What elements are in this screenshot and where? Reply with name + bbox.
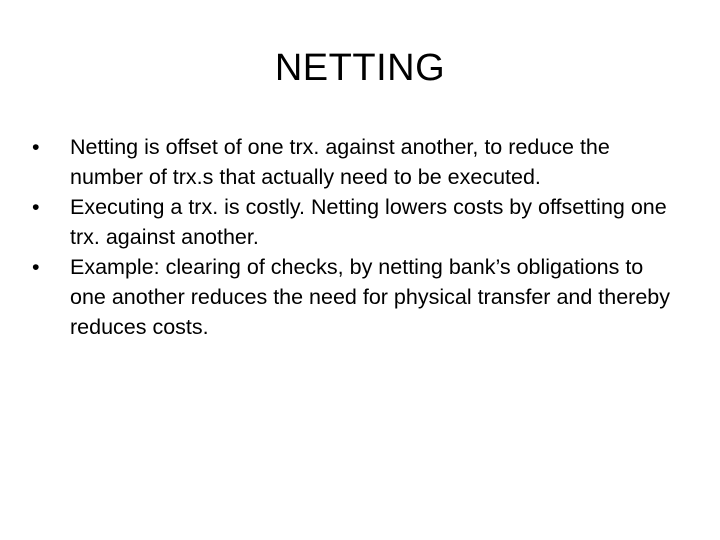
- bullet-icon: •: [32, 195, 40, 219]
- bullet-text: Netting is offset of one trx. against another, to reduce the number of trx.s that actually need to be executed.: [70, 135, 610, 189]
- bullet-text: Example: clearing of checks, by netting bank’s obligations to one another reduces the need for physical transfer and thereby reduces costs.: [70, 255, 670, 339]
- bullet-icon: •: [32, 255, 40, 279]
- bullet-item: [32, 192, 672, 252]
- slide-title: NETTING: [274, 47, 446, 89]
- bullet-item: [32, 132, 672, 192]
- bullet-list: [32, 132, 672, 342]
- bullet-item: [32, 252, 672, 342]
- bullet-text: Executing a trx. is costly. Netting lowers costs by offsetting one trx. against another.: [70, 195, 667, 249]
- bullet-icon: •: [32, 135, 40, 159]
